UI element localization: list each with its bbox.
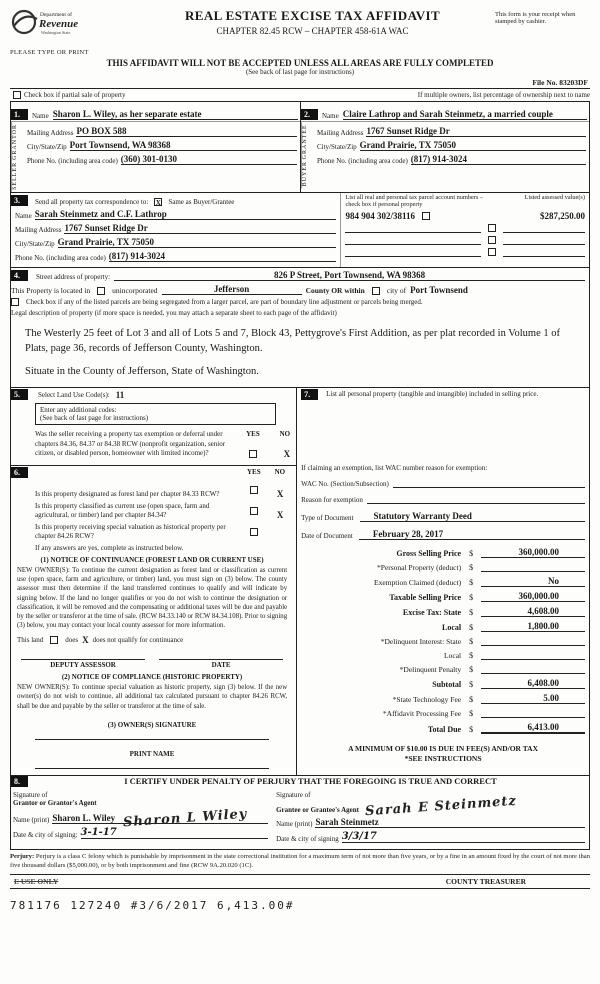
grantee-signature[interactable]: Sarah E Steinmetz xyxy=(364,793,518,820)
partial-sale-checkbox[interactable] xyxy=(13,91,21,99)
seller-phone-field[interactable]: (360) 301-0130 xyxy=(121,154,297,165)
grantor-date-field[interactable]: 3-1-17 xyxy=(81,827,269,839)
form-title: REAL ESTATE EXCISE TAX AFFIDAVIT xyxy=(184,8,441,23)
city-name-field[interactable]: Port Townsend xyxy=(410,284,468,295)
logo-dept-text: Department of xyxy=(40,12,72,18)
see-back-note: (See back of last page for instructions) xyxy=(245,68,355,76)
currency-sign: $ xyxy=(469,563,474,573)
no-header-6: NO xyxy=(274,468,286,477)
situate-text[interactable]: Situate in the County of Jefferson, State of Washington. xyxy=(25,366,259,378)
corr-city-field[interactable]: Grand Prairie, TX 75050 xyxy=(58,237,337,248)
personal-property-checkbox-1[interactable] xyxy=(422,212,430,220)
same-as-buyer-checkbox[interactable] xyxy=(154,198,162,206)
tax-correspondence-section xyxy=(10,193,590,268)
currency-sign: $ xyxy=(469,651,474,661)
additional-codes-label: Enter any additional codes: xyxy=(40,406,117,415)
assessed-blank-field-2[interactable] xyxy=(503,224,585,233)
wac-field[interactable] xyxy=(393,479,585,488)
personal-property-label: List all personal property (tangible and intangible) included in selling price. xyxy=(326,390,539,399)
parcel-blank-field-4[interactable] xyxy=(345,248,481,257)
buyer-side-top: BUYER xyxy=(302,161,308,187)
cashier-stamp: 781176 127240 #3/6/2017 6,413.00# xyxy=(10,898,295,912)
section-6-tab: 6. xyxy=(11,467,28,478)
buyer-name-field[interactable]: Claire Lathrop and Sarah Steinmetz, a married couple xyxy=(343,109,587,120)
buyer-grantee-side-label xyxy=(301,122,314,188)
grantor-signature-block xyxy=(13,791,276,846)
fee-label: *State Technology Fee xyxy=(392,695,462,705)
send-correspondence-label: Send all property tax correspondence to: xyxy=(35,197,149,206)
buyer-box xyxy=(300,102,589,192)
grantor-date-label: Date & city of signing: xyxy=(13,830,78,839)
legal-description-text[interactable]: The Westerly 25 feet of Lot 3 and all of Lots 5 and 7, Block 43, Pettygrove's First Addition, as per plat recorded in Volume 1 of Plats, page 36, records of Jefferson County, Washington. xyxy=(25,327,560,355)
assessed-value-heading: Listed assessed value(s) xyxy=(524,193,585,201)
fee-row-excise-state xyxy=(301,606,585,617)
historic-question: Is this property receiving special valuation as historical property per chapter 84.26 RCW? xyxy=(35,522,226,540)
warning-line: THIS AFFIDAVIT WILL NOT BE ACCEPTED UNLESS ALL AREAS ARE FULLY COMPLETED xyxy=(106,58,494,68)
use-only-fragment: E USE ONLY xyxy=(14,876,59,886)
currency-sign: $ xyxy=(469,725,474,735)
please-type-label: PLEASE TYPE OR PRINT xyxy=(10,49,89,56)
fee-label: Subtotal xyxy=(432,680,462,690)
does-not-label: does not qualify for continuance xyxy=(92,636,184,645)
revenue-logo xyxy=(10,8,122,40)
personal-property-deduct-field[interactable] xyxy=(481,562,585,572)
same-as-checkmark: X xyxy=(155,198,161,207)
section-4-tab: 4. xyxy=(11,270,28,281)
legal-description-label: Legal description of property (if more space is needed, you may attach a separate sheet to each page of the affidavit) xyxy=(11,308,337,317)
certify-statement: I CERTIFY UNDER PENALTY OF PERJURY THAT THE FOREGOING IS TRUE AND CORRECT xyxy=(124,776,497,787)
print-name-label: PRINT NAME xyxy=(129,749,175,758)
currency-sign: $ xyxy=(469,578,474,588)
section-1-tab: 1. xyxy=(11,109,28,120)
subtotal-field[interactable]: 6,408.00 xyxy=(481,678,585,689)
fee-row-personal xyxy=(301,562,585,572)
fee-row-gross xyxy=(301,547,585,558)
see-back-instructions: (See back of last page for instructions) xyxy=(40,414,149,423)
fee-label: Exemption Claimed (deduct) xyxy=(374,578,462,588)
type-of-document-field[interactable]: Statutory Warranty Deed xyxy=(360,511,585,522)
parcel-blank-field-3[interactable] xyxy=(345,236,481,245)
if-yes-note: If any answers are yes, complete as instructed below. xyxy=(35,544,184,553)
fee-label: *Affidavit Processing Fee xyxy=(382,709,462,719)
header-center xyxy=(130,8,495,36)
corr-phone-field[interactable]: (817) 914-3024 xyxy=(109,251,337,262)
personal-property-checkbox-3[interactable] xyxy=(488,236,496,244)
seller-side-bottom: GRANTOR xyxy=(12,124,18,160)
grantee-name-print-label: Name (print) xyxy=(276,819,313,828)
currency-sign: $ xyxy=(469,665,474,675)
see-instructions-note: *SEE INSTRUCTIONS xyxy=(404,754,482,764)
no-header: NO xyxy=(279,430,291,439)
perjury-text: Perjury is a class C felony which is punishable by imprisonment in the state correctional institution for a maximum term of not more than five years, or by a fine in an amount fixed by the court of not more than five thousand dollars ($5,000.00), or by both imprisonment and fine (RCW 9A.20.020 (1C). xyxy=(10,852,590,869)
street-address-label: Street address of property: xyxy=(36,272,111,281)
same-as-buyer-label: Same as Buyer/Grantee xyxy=(168,197,235,206)
parties-section xyxy=(10,101,590,193)
seller-name-field[interactable]: Sharon L. Wiley, as her separate estate xyxy=(53,109,298,120)
multiple-owners-note: If multiple owners, list percentage of ownership next to name xyxy=(417,91,590,99)
currency-sign: $ xyxy=(469,695,474,705)
land-use-label: Select Land Use Code(s): xyxy=(38,390,110,399)
delinquent-penalty-field[interactable] xyxy=(481,664,585,674)
file-number: File No. 83203DF xyxy=(532,78,588,87)
additional-codes-box[interactable] xyxy=(35,403,276,425)
fee-label: Gross Selling Price xyxy=(396,549,462,559)
total-due-field[interactable]: 6,413.00 xyxy=(481,722,585,734)
form-header xyxy=(10,8,590,56)
city-checkbox[interactable] xyxy=(372,287,380,295)
grantee-name-field[interactable]: Sarah Steinmetz xyxy=(315,817,585,828)
forest-land-section xyxy=(11,466,296,775)
fee-row-subtotal xyxy=(301,678,585,689)
seller-box xyxy=(11,102,300,192)
grantee-date-label: Date & city of signing xyxy=(276,834,339,843)
personal-property-checkbox-4[interactable] xyxy=(488,248,496,256)
buyer-city-field[interactable]: Grand Prairie, TX 75050 xyxy=(360,140,586,151)
exemption-note: If claiming an exemption, list WAC number reason for exemption: xyxy=(301,464,488,473)
perjury-label: Perjury: xyxy=(10,852,35,860)
property-address-section xyxy=(10,268,590,388)
personal-property-section xyxy=(297,388,589,774)
date-of-document-label: Date of Document xyxy=(301,532,353,541)
excise-tax-local-field[interactable]: 1,800.00 xyxy=(481,621,585,632)
section-8-tab: 8. xyxy=(11,776,28,787)
main-columns xyxy=(10,388,590,775)
assessed-value-field[interactable]: $287,250.00 xyxy=(539,210,585,221)
personal-property-checkbox-2[interactable] xyxy=(488,224,496,232)
fee-label: *Delinquent Interest: State xyxy=(380,637,462,647)
buyer-name-label: Name xyxy=(322,112,339,120)
forest-no-answer[interactable]: X xyxy=(276,488,284,499)
notice-compliance-text: NEW OWNER(S): To continue special valuation as historic property, sign (3) below. If the new owner(s) do not wish to continue, all additional tax calculated pursuant to chapter 84.26 RCW, shall be due and payable by the seller or transferor at the time of sale. xyxy=(17,684,288,710)
corr-phone-label: Phone No. (including area code) xyxy=(15,253,106,262)
county-field[interactable]: Jefferson xyxy=(162,284,302,295)
deputy-date-label: DATE xyxy=(211,661,231,670)
fee-row-delinq-int-state xyxy=(301,636,585,646)
fee-label: Excise Tax: State xyxy=(402,608,462,618)
perjury-paragraph xyxy=(10,853,590,871)
top-row xyxy=(10,88,590,101)
buyer-city-label: City/State/Zip xyxy=(317,143,357,151)
assessed-blank-field-3[interactable] xyxy=(503,236,585,245)
form-chapter: CHAPTER 82.45 RCW – CHAPTER 458-61A WAC xyxy=(216,26,409,36)
deputy-date-line[interactable] xyxy=(159,659,283,660)
delinquent-interest-local-field[interactable] xyxy=(481,650,585,660)
current-use-question: Is this property classified as current use (open space, farm and agricultural, or timber) land per chapter 84.34? xyxy=(35,501,210,519)
street-address-field[interactable]: 826 P Street, Port Townsend, WA 98368 xyxy=(114,270,585,281)
seller-grantor-side-label xyxy=(11,122,24,192)
fee-row-taxable xyxy=(301,591,585,602)
grantor-signature[interactable]: Sharon L Wiley xyxy=(122,806,248,831)
fee-row-tech-fee xyxy=(301,693,585,704)
owners-signature-label: (3) OWNER(S) SIGNATURE xyxy=(107,720,197,729)
wac-label: WAC No. (Section/Subsection) xyxy=(301,480,389,489)
grantee-signature-block xyxy=(276,791,585,846)
fee-row-delinq-int-local xyxy=(301,650,585,660)
grantee-signature-of-label: Signature of xyxy=(276,790,311,799)
seller-mailing-field[interactable]: PO BOX 588 xyxy=(76,126,297,137)
reason-exemption-label: Reason for exemption xyxy=(301,496,363,505)
seller-city-field[interactable]: Port Townsend, WA 98368 xyxy=(70,140,297,151)
yes-header-6: YES xyxy=(246,468,261,477)
personal-property-blank-area[interactable] xyxy=(301,400,585,464)
assessed-blank-field-4[interactable] xyxy=(503,248,585,257)
reason-exemption-field[interactable] xyxy=(367,495,585,504)
header-left xyxy=(10,8,130,56)
segregated-label: Check box if any of the listed parcels are being segregated from a larger parcel, are part of boundary line adjustment or parcels being merged. xyxy=(26,297,423,306)
receipt-note: This form is your receipt when stamped by cashier. xyxy=(495,11,576,25)
corr-mailing-field[interactable]: 1767 Sunset Ridge Dr xyxy=(64,223,336,234)
county-or-label: County OR within xyxy=(305,285,365,295)
fee-label: *Personal Property (deduct) xyxy=(376,563,462,573)
logo-state-text: Washington State xyxy=(41,30,71,35)
notice-compliance-title: (2) NOTICE OF COMPLIANCE (HISTORIC PROPERTY) xyxy=(61,673,243,682)
does-label: does xyxy=(65,636,79,645)
grantor-agent-label: Grantor or Grantor's Agent xyxy=(13,798,97,807)
grantor-signature-of-label: Signature of xyxy=(13,790,48,799)
segregated-checkbox[interactable] xyxy=(11,298,19,306)
deputy-assessor-signature-line[interactable] xyxy=(21,659,145,660)
fee-label: Taxable Selling Price xyxy=(389,593,462,603)
fee-row-excise-local xyxy=(301,621,585,632)
county-treasurer-label: COUNTY TREASURER xyxy=(445,876,526,886)
fee-label: *Delinquent Penalty xyxy=(399,665,462,675)
parcel-blank-field-2[interactable] xyxy=(345,224,481,233)
does-not-x[interactable]: X xyxy=(82,635,89,646)
state-technology-fee-field[interactable]: 5.00 xyxy=(481,693,585,704)
currency-sign: $ xyxy=(469,593,474,603)
buyer-phone-label: Phone No. (including area code) xyxy=(317,157,408,165)
land-use-section xyxy=(11,388,296,465)
historic-yes-checkbox[interactable] xyxy=(250,528,258,536)
print-name-line[interactable] xyxy=(35,768,269,769)
notice-continuance-text: NEW OWNER(S): To continue the current designation as forest land or classification as current use (open space, farm and agriculture, or timber) land, you must sign on (3) below. The county assessor must then determine if the land transferred continues to qualify and will indicate by signing below. If the land no longer qualifies or you do not wish to continue the designation or classification, it will be removed and the compensating or additional taxes will be due and payable by the seller or transferor at the time of sale. (RCW 84.33.140 or RCW 84.34.108). Prior to signing (3) below, you may contact your local county assessor for more information. xyxy=(17,567,288,630)
corr-name-label: Name xyxy=(15,211,32,220)
delinquent-interest-state-field[interactable] xyxy=(481,636,585,646)
notice-continuance-title: (1) NOTICE OF CONTINUANCE (FOREST LAND OR CURRENT USE) xyxy=(40,556,264,565)
currency-sign: $ xyxy=(469,637,474,647)
seller-city-label: City/State/Zip xyxy=(27,143,67,151)
unincorporated-label: unincorporated xyxy=(112,285,158,295)
buyer-mailing-field[interactable]: 1767 Sunset Ridge Dr xyxy=(366,126,586,137)
current-use-no-answer[interactable]: X xyxy=(276,509,284,520)
fee-label: Local xyxy=(444,651,462,661)
seller-side-top: SELLER xyxy=(12,161,18,190)
exemption-no-answer[interactable]: X xyxy=(283,448,291,459)
exemption-claimed-field[interactable]: No xyxy=(481,576,585,587)
current-use-yes-checkbox[interactable] xyxy=(250,507,258,515)
currency-sign: $ xyxy=(469,680,474,690)
forest-land-question: Is this property designated as forest land per chapter 84.33 RCW? xyxy=(35,489,220,498)
located-in-label: This Property is located in xyxy=(11,285,91,295)
taxable-selling-price-field[interactable]: 360,000.00 xyxy=(481,591,585,602)
buyer-mailing-label: Mailing Address xyxy=(317,129,364,137)
unincorporated-checkbox[interactable] xyxy=(97,287,105,295)
buyer-side-bottom: GRANTEE xyxy=(302,124,308,159)
corr-mailing-label: Mailing Address xyxy=(15,225,62,234)
buyer-phone-field[interactable]: (817) 914-3024 xyxy=(411,154,586,165)
fee-label: Local xyxy=(442,623,462,633)
corr-name-field[interactable]: Sarah Steinmetz and C.F. Lathrop xyxy=(35,209,337,220)
certification-section xyxy=(10,776,590,850)
minimum-due-note: A MINIMUM OF $10.00 IS DUE IN FEE(S) AND/OR TAX xyxy=(348,744,538,754)
partial-sale-label: Check box if partial sale of property xyxy=(24,91,126,99)
seller-phone-label: Phone No. (including area code) xyxy=(27,157,118,165)
currency-sign: $ xyxy=(469,608,474,618)
forest-yes-checkbox[interactable] xyxy=(250,486,258,494)
seller-name-label: Name xyxy=(32,112,49,120)
type-of-document-label: Type of Document xyxy=(301,514,354,523)
this-land-label: This land xyxy=(17,636,44,645)
land-use-code-field[interactable]: 11 xyxy=(115,389,125,400)
logo-revenue-text: Revenue xyxy=(39,18,79,30)
grantor-name-field[interactable]: Sharon L. Wiley xyxy=(52,813,268,824)
grantee-agent-label: Grantee or Grantee's Agent xyxy=(276,805,359,814)
exemption-yes-checkbox[interactable] xyxy=(249,450,257,458)
parcel-number-field[interactable]: 984 904 302/38116 xyxy=(345,210,415,221)
yes-header: YES xyxy=(246,430,260,439)
currency-sign: $ xyxy=(469,709,474,719)
left-column xyxy=(11,388,297,774)
grantee-date-field[interactable]: 3/3/17 xyxy=(342,831,585,843)
section-5-tab: 5. xyxy=(11,389,28,400)
seller-mailing-label: Mailing Address xyxy=(27,129,74,137)
fee-label: Total Due xyxy=(427,725,462,735)
grantor-name-print-label: Name (print) xyxy=(13,815,50,824)
currency-sign: $ xyxy=(469,549,474,559)
section-7-tab: 7. xyxy=(301,389,318,400)
treasurer-row xyxy=(10,874,590,889)
deputy-assessor-label: DEPUTY ASSESSOR xyxy=(50,661,116,670)
fee-row-exemption xyxy=(301,576,585,587)
section-2-tab: 2. xyxy=(301,109,318,120)
fee-row-total xyxy=(301,722,585,734)
section-3-tab: 3. xyxy=(11,195,28,206)
corr-city-label: City/State/Zip xyxy=(15,239,55,248)
fee-row-delinq-penalty xyxy=(301,664,585,674)
city-of-label: city of xyxy=(386,285,407,295)
affidavit-processing-fee-field[interactable] xyxy=(481,708,585,718)
fee-row-processing-fee xyxy=(301,708,585,718)
owners-signature-line[interactable] xyxy=(35,739,269,740)
currency-sign: $ xyxy=(469,623,474,633)
excise-tax-state-field[interactable]: 4,608.00 xyxy=(481,606,585,617)
gross-selling-price-field[interactable]: 360,000.00 xyxy=(481,547,585,558)
land-does-checkbox[interactable] xyxy=(50,636,58,644)
date-of-document-field[interactable]: February 28, 2017 xyxy=(359,529,585,540)
exemption-question: Was the seller receiving a property tax exemption or deferral under chapters 84.36, 84.37 or 84.38 RCW (nonprofit organization, senior citizen, or disabled person, homeowner with limited income)? xyxy=(35,430,226,458)
parcel-heading: List all real and personal tax parcel account numbers – check box if personal property xyxy=(345,193,484,208)
